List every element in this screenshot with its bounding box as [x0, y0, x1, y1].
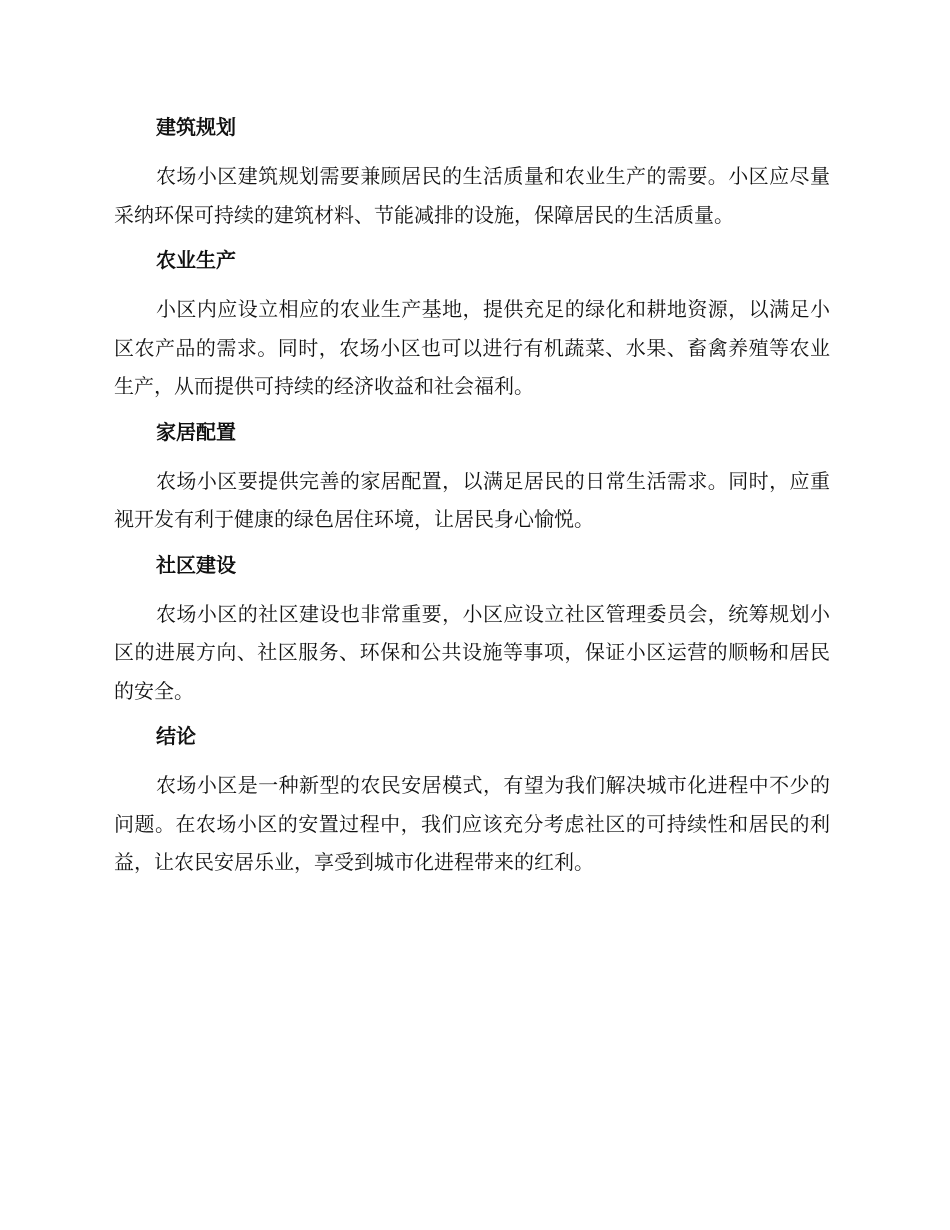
- section-conclusion: [114, 718, 830, 882]
- section-heading: 家居配置: [156, 419, 236, 444]
- section-heading: 社区建设: [156, 552, 236, 577]
- section-heading: 建筑规划: [156, 115, 236, 139]
- section-community-building: [114, 547, 830, 711]
- section-agricultural-production: [114, 242, 830, 406]
- section-building-planning: [114, 109, 830, 234]
- section-paragraph: 小区内应设立相应的农业生产基地，提供充足的绿化和耕地资源，以满足小区农产品的需求。同时，农场小区也可以进行有机蔬菜、水果、畜禽养殖等农业生产，从而提供可持续的经济收益和社会福利。: [114, 297, 830, 398]
- document-page: [114, 109, 830, 882]
- section-paragraph: 农场小区是一种新型的农民安居模式，有望为我们解决城市化进程中不少的问题。在农场小区的安置过程中，我们应该充分考虑社区的可持续性和居民的利益，让农民安居乐业，享受到城市化进程带来的红利。: [114, 773, 830, 874]
- section-heading: 结论: [156, 724, 196, 748]
- section-home-furnishing: [114, 414, 830, 539]
- section-paragraph: 农场小区要提供完善的家居配置，以满足居民的日常生活需求。同时，应重视开发有利于健康的绿色居住环境，让居民身心愉悦。: [114, 468, 830, 531]
- section-paragraph: 农场小区建筑规划需要兼顾居民的生活质量和农业生产的需要。小区应尽量采纳环保可持续的建筑材料、节能减排的设施，保障居民的生活质量。: [114, 164, 830, 227]
- section-paragraph: 农场小区的社区建设也非常重要，小区应设立社区管理委员会，统筹规划小区的进展方向、社区服务、环保和公共设施等事项，保证小区运营的顺畅和居民的安全。: [114, 601, 830, 703]
- section-heading: 农业生产: [156, 248, 236, 272]
